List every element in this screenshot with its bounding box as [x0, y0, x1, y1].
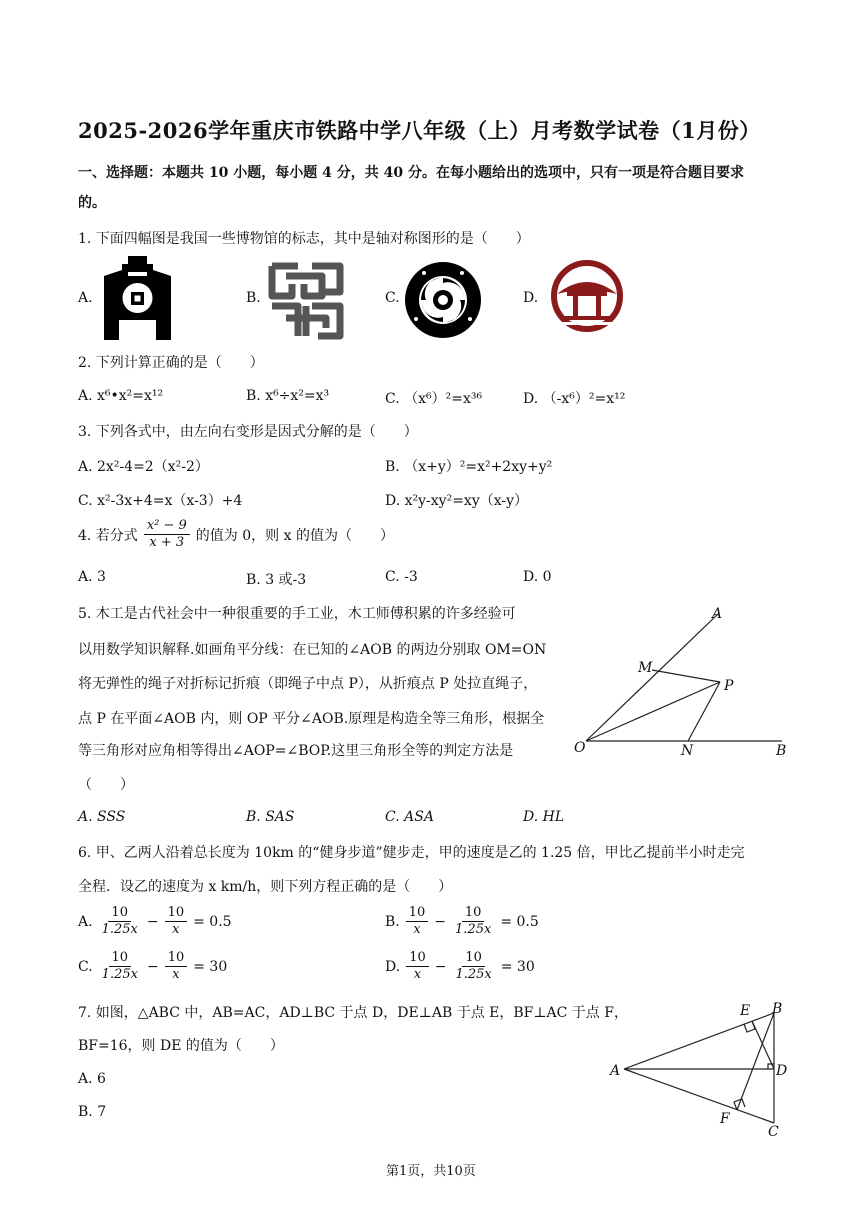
- q5-label-b: B: [776, 743, 787, 759]
- q5-label-o: O: [574, 740, 586, 756]
- q4-suffix: 的值为 0，则 x 的值为（ ）: [195, 527, 394, 544]
- q6-d-d1: x: [413, 967, 422, 982]
- q5-line-2: 以用数学知识解释.如画角平分线：在已知的∠AOB 的两边分别取 OM=ON: [78, 642, 547, 658]
- q6-a-rhs: = 0.5: [193, 913, 232, 930]
- q6-c-d2: x: [172, 967, 180, 982]
- q5-line-6: （ ）: [78, 777, 134, 793]
- q6-a-frac2: [165, 905, 188, 938]
- q6-option-a-label: A.: [78, 913, 93, 930]
- q6-b-n1: 10: [406, 905, 429, 922]
- q6-c-d1: 1.25x: [101, 967, 138, 982]
- museum-logo-c-icon: [404, 261, 482, 339]
- q6-d-n1: 10: [406, 950, 429, 967]
- q7-label-f: F: [720, 1111, 730, 1127]
- q6-option-c-label: C.: [78, 958, 93, 975]
- q4-fraction: [144, 518, 190, 551]
- q6-line-1: 6. 甲、乙两人沿着总长度为 10km 的“健身步道”健步走，甲的速度是乙的 1.25 倍，甲比乙提前半小时走完: [78, 845, 745, 861]
- q2-stem: 2. 下列计算正确的是（ ）: [78, 355, 264, 371]
- q2-option-a: A. x⁶•x²=x¹²: [78, 388, 164, 404]
- q6-d-rhs: = 30: [500, 958, 535, 975]
- page-title: 2025-2026学年重庆市铁路中学八年级（上）月考数学试卷（1月份）: [78, 118, 761, 143]
- q4-option-d: D. 0: [523, 569, 552, 585]
- q2-option-d: D. （-x⁶）²=x¹²: [523, 391, 626, 407]
- q5-option-b: B. SAS: [246, 809, 295, 825]
- q3-option-a: A. 2x²-4=2（x²-2）: [78, 459, 209, 475]
- q6-option-b-label: B.: [385, 913, 400, 930]
- page-footer: 第1页，共10页: [386, 1164, 476, 1179]
- q1-option-c-label: C.: [385, 290, 400, 306]
- q6-a-minus: −: [146, 913, 159, 930]
- q7-option-b: B. 7: [78, 1104, 107, 1120]
- q7-label-b: B: [772, 1001, 783, 1017]
- q6-b-frac2: [452, 905, 494, 938]
- q3-option-c: C. x²-3x+4=x（x-3）+4: [78, 493, 243, 509]
- q5-option-c: C. ASA: [385, 809, 434, 825]
- q6-b-minus: −: [434, 913, 447, 930]
- q5-label-a: A: [712, 606, 723, 622]
- q5-label-p: P: [724, 678, 734, 694]
- q6-c-frac2: [165, 950, 188, 983]
- q5-label-n: N: [681, 743, 694, 759]
- q7-label-c: C: [768, 1124, 779, 1140]
- q7-label-e: E: [740, 1003, 751, 1019]
- q6-a-d1: 1.25x: [101, 922, 138, 937]
- q7-option-a: A. 6: [78, 1071, 106, 1087]
- q6-b-rhs: = 0.5: [500, 913, 539, 930]
- section-heading-line2: 的。: [78, 195, 106, 211]
- q5-option-d: D. HL: [523, 809, 565, 825]
- q6-a-n2: 10: [165, 905, 188, 922]
- q7-label-d: D: [776, 1063, 788, 1079]
- q6-b-n2: 10: [462, 905, 485, 922]
- section-heading-line1: 一、选择题：本题共 10 小题，每小题 4 分，共 40 分。在每小题给出的选项中，只有一项是符合题目要求: [78, 165, 744, 181]
- q5-label-m: M: [638, 660, 653, 676]
- museum-logo-a-icon: [100, 256, 175, 340]
- q7-line-1: 7. 如图，△ABC 中，AB=AC，AD⊥BC 于点 D，DE⊥AB 于点 E，BF⊥AC 于点 F，: [78, 1005, 628, 1021]
- q5-line-4: 点 P 在平面∠AOB 内，则 OP 平分∠AOB.原理是构造全等三角形，根据全: [78, 711, 545, 727]
- q3-stem: 3. 下列各式中，由左向右变形是因式分解的是（ ）: [78, 424, 418, 440]
- q6-c-n1: 10: [109, 950, 132, 967]
- q4-option-b: B. 3 或-3: [246, 572, 307, 588]
- q6-c-minus: −: [146, 958, 159, 975]
- q6-d-frac1: [406, 950, 429, 983]
- q4-denominator: x + 3: [149, 535, 185, 550]
- q4-numerator: x² − 9: [144, 518, 190, 535]
- q5-option-a: A. SSS: [78, 809, 126, 825]
- q6-d-frac2: [452, 950, 494, 983]
- q6-d-n2: 10: [462, 950, 485, 967]
- q7-line-2: BF=16，则 DE 的值为（ ）: [78, 1038, 284, 1054]
- q6-a-frac1: [99, 905, 141, 938]
- q6-option-c: [78, 950, 227, 983]
- q6-line-2: 全程．设乙的速度为 x km/h，则下列方程正确的是（ ）: [78, 879, 453, 895]
- q6-option-d-label: D.: [385, 958, 401, 975]
- q4-option-c: C. -3: [385, 569, 418, 585]
- q4-option-a: A. 3: [78, 569, 106, 585]
- q4-prefix: 4. 若分式: [78, 527, 138, 544]
- q6-option-a: [78, 905, 232, 938]
- q3-option-b: B. （x+y）²=x²+2xy+y²: [385, 459, 553, 475]
- q2-option-b: B. x⁶÷x²=x³: [246, 388, 330, 404]
- q7-label-a: A: [610, 1063, 621, 1079]
- q5-line-5: 等三角形对应角相等得出∠AOP=∠BOP.这里三角形全等的判定方法是: [78, 743, 514, 759]
- q6-option-d: [385, 950, 535, 983]
- q6-b-d2: 1.25x: [455, 922, 492, 937]
- q6-c-n2: 10: [165, 950, 188, 967]
- q6-d-minus: −: [434, 958, 447, 975]
- q5-line-3: 将无弹性的绳子对折标记折痕（即绳子中点 P），从折痕点 P 处拉直绳子，: [78, 676, 538, 692]
- q6-d-d2: 1.25x: [455, 967, 492, 982]
- q1-option-d-label: D.: [523, 290, 539, 306]
- q4-stem: [78, 518, 394, 551]
- q6-c-frac1: [99, 950, 141, 983]
- q1-stem: 1. 下面四幅图是我国一些博物馆的标志，其中是轴对称图形的是（ ）: [78, 231, 530, 247]
- q1-option-b-label: B.: [246, 290, 261, 306]
- museum-logo-d-icon: [545, 260, 629, 332]
- q7-triangle-figure: [600, 995, 800, 1140]
- q2-option-c: C. （x⁶）²=x³⁶: [385, 391, 483, 407]
- q6-a-d2: x: [172, 922, 180, 937]
- q6-option-b: [385, 905, 539, 938]
- q6-b-frac1: [406, 905, 429, 938]
- q6-b-d1: x: [413, 922, 421, 937]
- q6-a-n1: 10: [108, 905, 131, 922]
- museum-logo-b-icon: [268, 262, 344, 340]
- q1-option-a-label: A.: [78, 290, 93, 306]
- q6-c-rhs: = 30: [193, 958, 228, 975]
- q5-angle-bisector-figure: [570, 600, 800, 760]
- q3-option-d: D. x²y-xy²=xy（x-y）: [385, 493, 529, 509]
- q5-line-1: 5. 木工是古代社会中一种很重要的手工业，木工师傅积累的许多经验可: [78, 606, 516, 622]
